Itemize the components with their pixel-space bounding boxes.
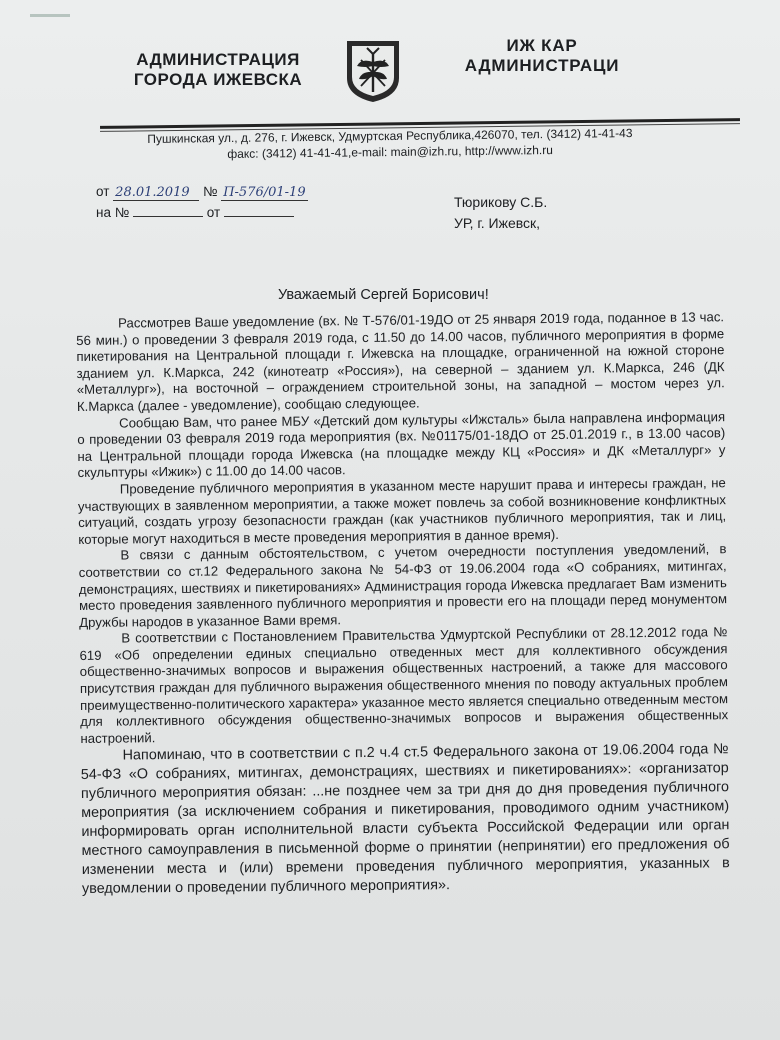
- address-line2: факс: (3412) 41-41-41,e-mail: main@izh.ru, http://www.izh.ru: [227, 143, 553, 161]
- paragraph-3: Проведение публичного мероприятия в указанном месте нарушит права и интересы граждан, не участвующих в заявленном мероприятии, а также может повлечь за собой возникновение конфликтных ситуаций, создать угрозу безопасности граждан (как участников публичного мероприятия, так и лиц, которые могут находиться в месте проведения мероприятия в данное время).: [77, 475, 727, 547]
- reference-registration-line: [96, 205, 294, 220]
- handwritten-number: П-576/01-19: [223, 185, 306, 200]
- from-label: от: [96, 184, 110, 199]
- page-corner-mark: [30, 14, 70, 17]
- handwritten-date: 28.01.2019: [113, 185, 199, 201]
- letter-body: [76, 309, 730, 899]
- header-administration-udm: [452, 36, 632, 76]
- salutation: Уважаемый Сергей Борисович!: [278, 287, 489, 303]
- header-left-line1: АДМИНИСТРАЦИЯ: [136, 50, 300, 69]
- address-block: [120, 125, 660, 164]
- ref-number-blank: [133, 216, 203, 217]
- recipient-place: УР, г. Ижевск,: [454, 215, 541, 231]
- recipient-block: [454, 192, 547, 234]
- paragraph-4: В связи с данным обстоятельством, с учетом очередности поступления уведомлений, в соответствии со ст.12 Федерального закона № 54-ФЗ от 19.06.2004 года «О собраниях, митингах, демонстрациях, шествиях и пикетированиях» Администрация города Ижевска предлагает Вам изменить место проведения заявленного публичного мероприятия и провести его на площади перед монументом Дружбы народов в указанное Вами время.: [78, 541, 728, 630]
- recipient-name: Тюрикову С.Б.: [454, 194, 548, 210]
- paragraph-1: Рассмотрев Ваше уведомление (вх. № Т-576/01-19ДО от 25 января 2019 года, поданное в 13 час. 56 мин.) о проведении 3 февраля 2019 года, с 11.50 до 14.00 часов, публичного мероприятия в форме пикетирования на Центральной площади г. Ижевска на площадке, ограниченной на южной стороне зданием ул. К.Маркса, 242 (кинотеатр «Россия»), на северной – зданием ул. К.Маркса, 246 (ДК «Металлург»), на восточной – ограждением строительной зоны, на западной – мостом через ул. К.Маркса (далее - уведомление), сообщаю следующее.: [76, 309, 725, 414]
- number-sign: №: [202, 184, 218, 199]
- header-left-line2: ГОРОДА ИЖЕВСКА: [133, 70, 303, 89]
- paragraph-2: Сообщаю Вам, что ранее МБУ «Детский дом культуры «Ижсталь» была направлена информация о проведении 03 февраля 2019 года мероприятия (вх. №01175/01-18ДО от 25.01.2019 г., в 13.00 часов) на Центральной площади города Ижевска (на площадке между КЦ «Россия» и ДК «Металлург» у скульптуры «Ижик») с 11.00 до 14.00 часов.: [77, 408, 726, 481]
- coat-of-arms-icon: [343, 38, 403, 104]
- outgoing-registration-line: [96, 184, 308, 201]
- ref-label: на №: [96, 205, 130, 220]
- ref-from-label: от: [206, 205, 221, 220]
- paragraph-5: В соответствии с Постановлением Правительства Удмуртской Республики от 28.12.2012 года № 619 «Об определении единых специально отведенных мест для коллективного обсуждения общественно-значимых вопросов и выражения общественных настроений, а также для массового присутствия граждан для публичного выражения общественного мнения по поводу актуальных проблем преимущественно-политического характера» указанное место является специально отведенным местом для коллективного обсуждения общественно-значимых вопросов и выражения общественных настроений.: [79, 624, 729, 746]
- paragraph-6: Напоминаю, что в соответствии с п.2 ч.4 ст.5 Федерального закона от 19.06.2004 года № 54-ФЗ «О собраниях, митингах, демонстрациях, шествиях и пикетированиях»: «организатор публичного мероприятия обязан: ...не позднее чем за три дня до дня проведения публичного мероприятия (за исключением собрания и пикетирования, проводимого одним участником) информировать орган исполнительной власти субъекта Российской Федерации или орган местного самоуправления в письменной форме о принятии (непринятии) его предложения об изменении места и (или) времени проведения публичного мероприятия, указанных в уведомлении о проведении публичного мероприятия».: [80, 741, 730, 898]
- ref-date-blank: [224, 216, 294, 217]
- header-right-line1: ИЖ КАР: [506, 36, 578, 55]
- address-line1: Пушкинская ул., д. 276, г. Ижевск, Удмуртская Республика,426070, тел. (3412) 41-41-43: [147, 126, 633, 146]
- header-right-line2: АДМИНИСТРАЦИ: [464, 56, 620, 75]
- header-administration-ru: [118, 50, 318, 90]
